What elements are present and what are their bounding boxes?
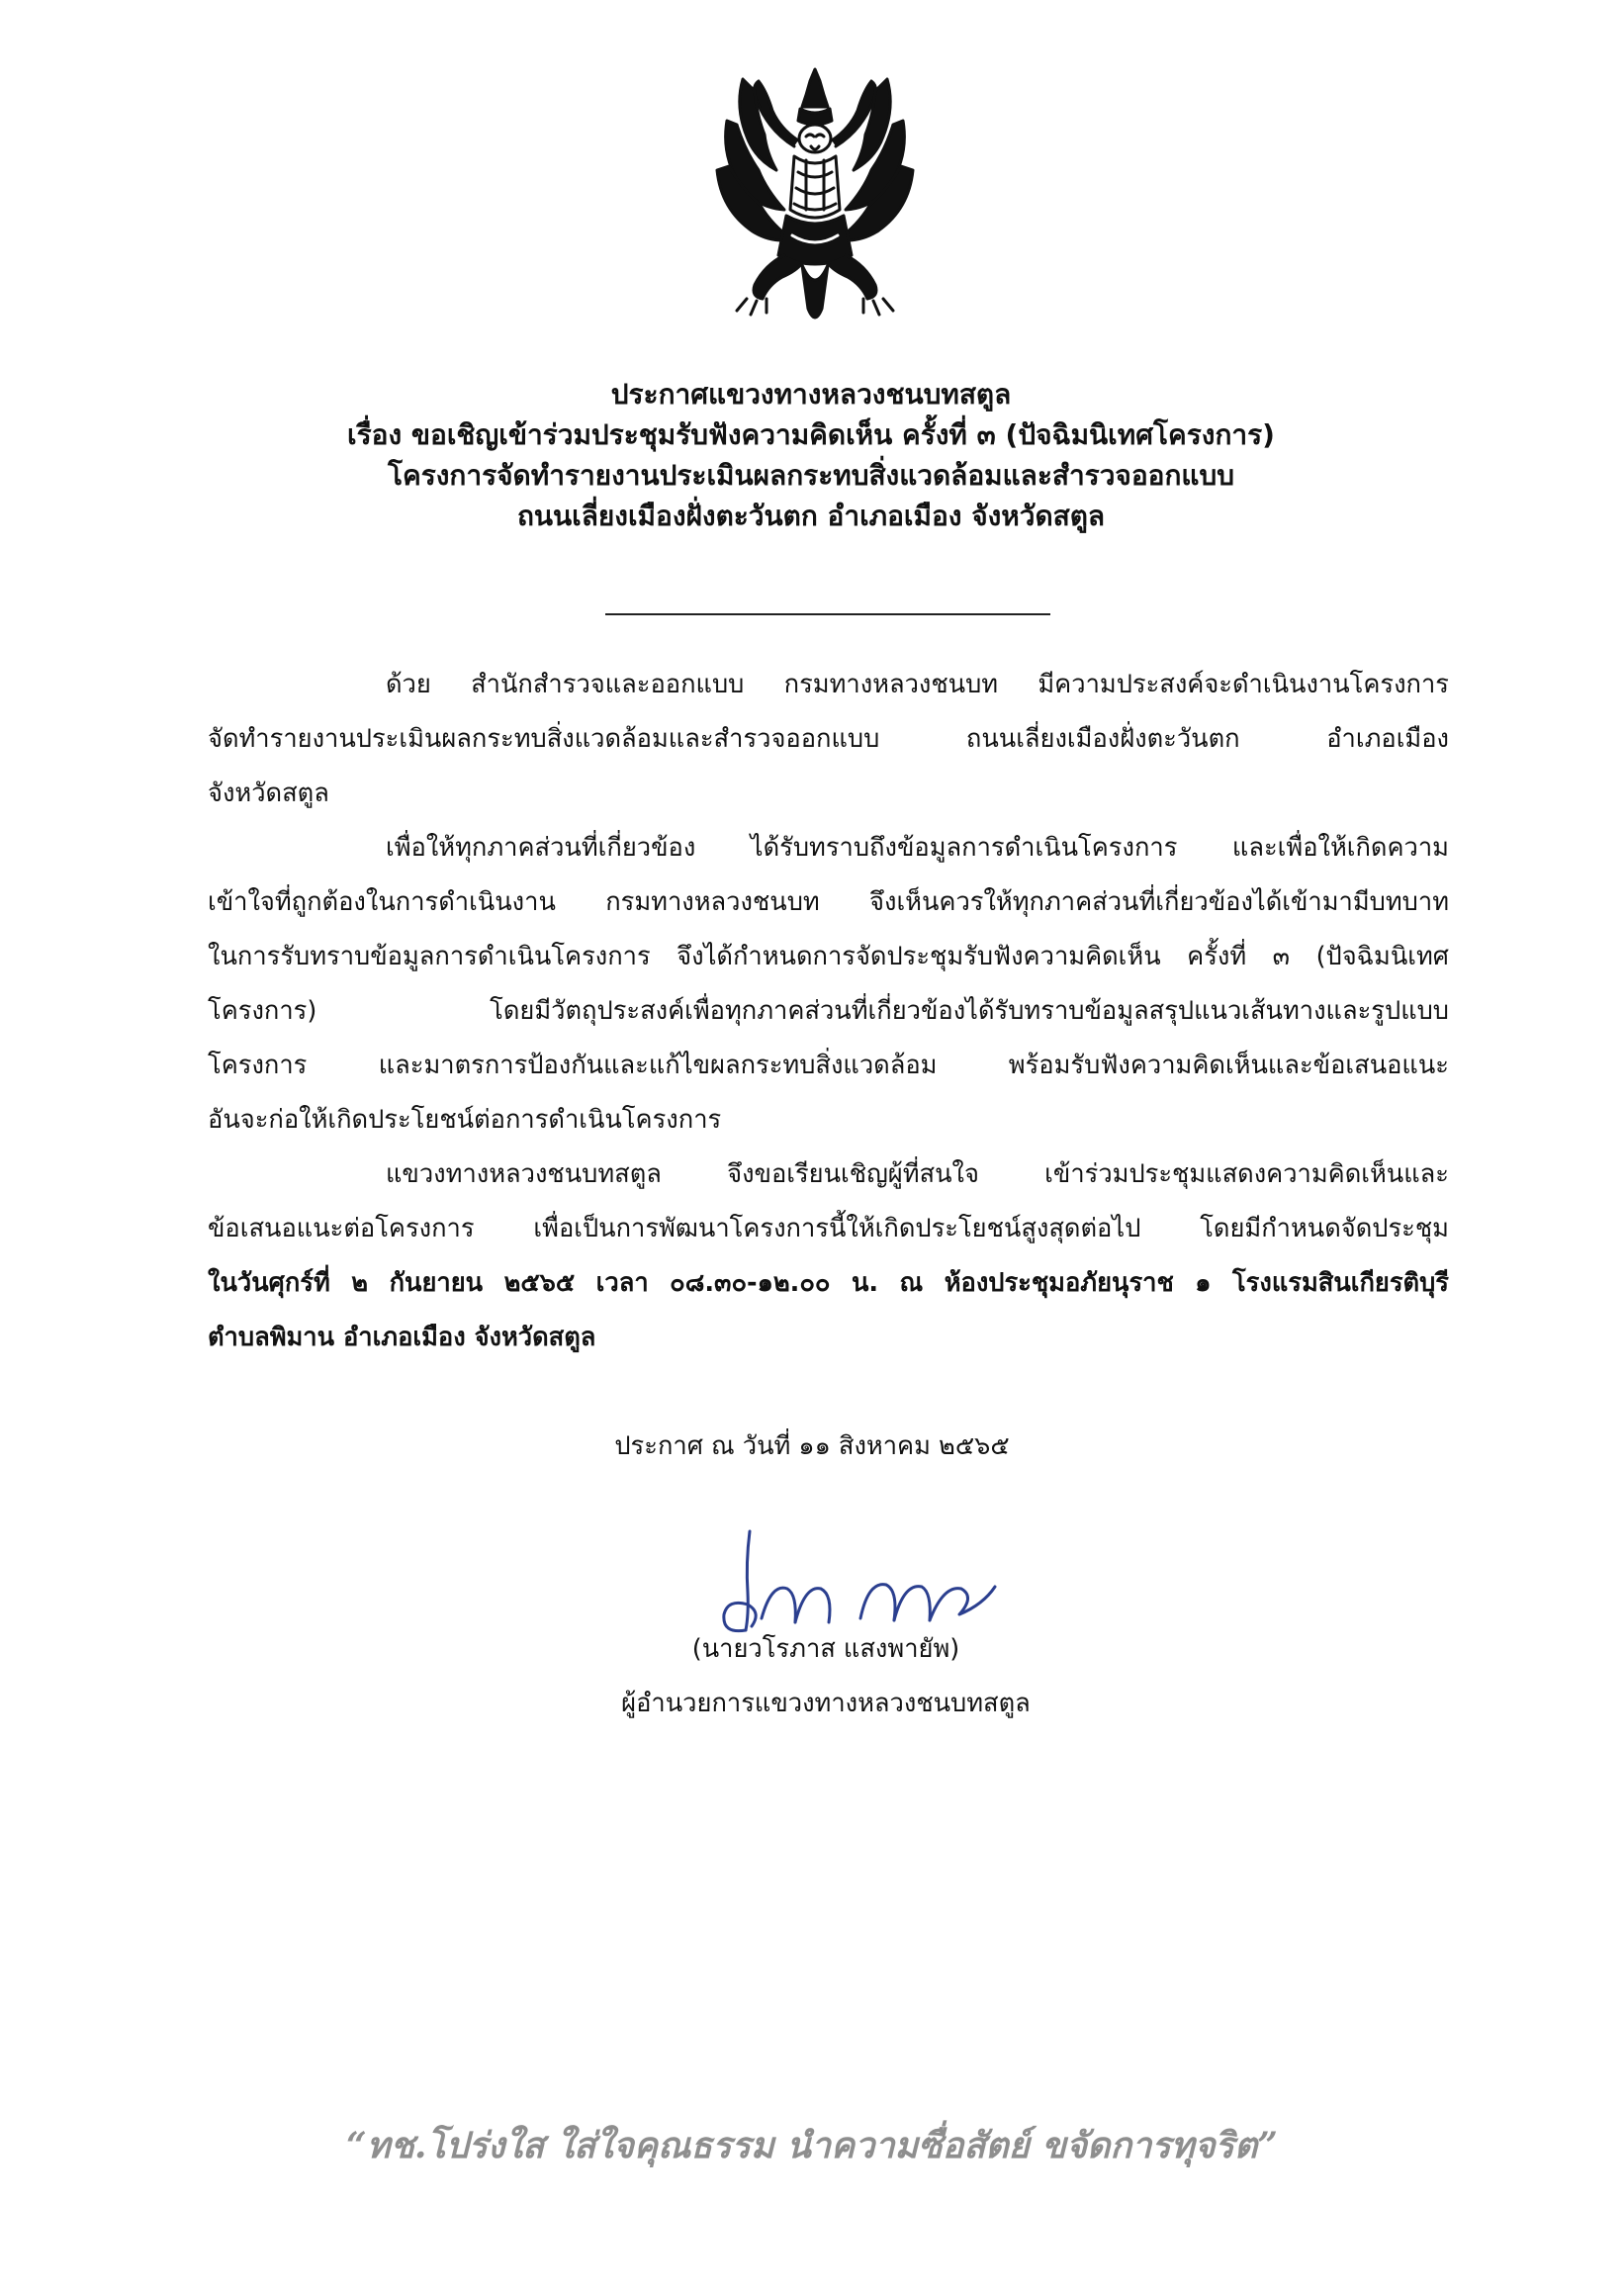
paragraph-1-line-1: ด้วย สำนักสำรวจและออกแบบ กรมทางหลวงชนบท มีความประสงค์จะดำเนินงานโครงการ <box>386 670 1449 699</box>
paragraph-3-line-1: แขวงทางหลวงชนบทสตูล จึงขอเรียนเชิญผู้ที่สนใจ เข้าร่วมประชุมแสดงความคิดเห็นและ <box>386 1159 1449 1189</box>
paragraph-2-line-1: เพื่อให้ทุกภาคส่วนที่เกี่ยวข้อง ได้รับทราบถึงข้อมูลการดำเนินโครงการ และเพื่อให้เกิดความ <box>386 833 1449 863</box>
meeting-details-line-2: ตำบลพิมาน อำเภอเมือง จังหวัดสตูล <box>208 1323 596 1352</box>
footer-slogan: “ทช.โปร่งใส ใส่ใจคุณธรรม นำความซื่อสัตย์ ขจัดการทุจริต” <box>346 2125 1278 2166</box>
announcement-date: ประกาศ ณ วันที่ ๑๑ สิงหาคม ๒๕๖๕ <box>614 1431 1010 1461</box>
paragraph-1-line-2: จัดทำรายงานประเมินผลกระทบสิ่งแวดล้อมและสำรวจออกแบบ ถนนเลี่ยงเมืองฝั่งตะวันตก อำเภอเมือง <box>208 724 1449 754</box>
project-name-line-1: โครงการจัดทำรายงานประเมินผลกระทบสิ่งแวดล้อมและสำรวจออกแบบ <box>387 459 1235 492</box>
paragraph-2-line-2: เข้าใจที่ถูกต้องในการดำเนินงาน กรมทางหลวงชนบท จึงเห็นควรให้ทุกภาคส่วนที่เกี่ยวข้องได้เข้ามามีบทบาท <box>208 887 1449 917</box>
paragraph-1-line-3: จังหวัดสตูล <box>208 779 329 808</box>
garuda-emblem-icon <box>707 61 923 328</box>
paragraph-2-line-5: โครงการ และมาตรการป้องกันและแก้ไขผลกระทบสิ่งแวดล้อม พร้อมรับฟังความคิดเห็นและข้อเสนอแนะ <box>208 1051 1449 1080</box>
paragraph-2-line-6: อันจะก่อให้เกิดประโยชน์ต่อการดำเนินโครงการ <box>208 1105 722 1135</box>
meeting-details-line-1: ในวันศุกร์ที่ ๒ กันยายน ๒๕๖๕ เวลา ๐๘.๓๐-๑๒.๐๐ น. ณ ห้องประชุมอภัยนุราช ๑ โรงแรมสินเกียรติบุรี <box>208 1268 1449 1298</box>
paragraph-3-line-2: ข้อเสนอแนะต่อโครงการ เพื่อเป็นการพัฒนาโครงการนี้ให้เกิดประโยชน์สูงสุดต่อไป โดยมีกำหนดจัดประชุม <box>208 1214 1449 1243</box>
signer-position: ผู้อำนวยการแขวงทางหลวงชนบทสตูล <box>621 1689 1031 1718</box>
announcement-body <box>208 658 1449 1365</box>
paragraph-2-line-4: โครงการ) โดยมีวัตถุประสงค์เพื่อทุกภาคส่วนที่เกี่ยวข้องได้รับทราบข้อมูลสรุปแนวเส้นทางและรูปแบบ <box>208 996 1449 1026</box>
announcement-heading: ประกาศแขวงทางหลวงชนบทสตูล <box>610 378 1012 411</box>
title-divider <box>605 613 1050 615</box>
signer-name: (นายวโรภาส แสงพายัพ) <box>691 1634 960 1664</box>
announcement-title-block <box>198 374 1424 536</box>
announcement-subject: เรื่อง ขอเชิญเข้าร่วมประชุมรับฟังความคิดเห็น ครั้งที่ ๓ (ปัจฉิมนิเทศโครงการ) <box>347 418 1275 451</box>
project-name-line-2: ถนนเลี่ยงเมืองฝั่งตะวันตก อำเภอเมือง จังหวัดสตูล <box>516 500 1106 532</box>
paragraph-2-line-3: ในการรับทราบข้อมูลการดำเนินโครงการ จึงได้กำหนดการจัดประชุมรับฟังความคิดเห็น ครั้งที่ ๓ (ปัจฉิมนิเทศ <box>208 942 1449 971</box>
